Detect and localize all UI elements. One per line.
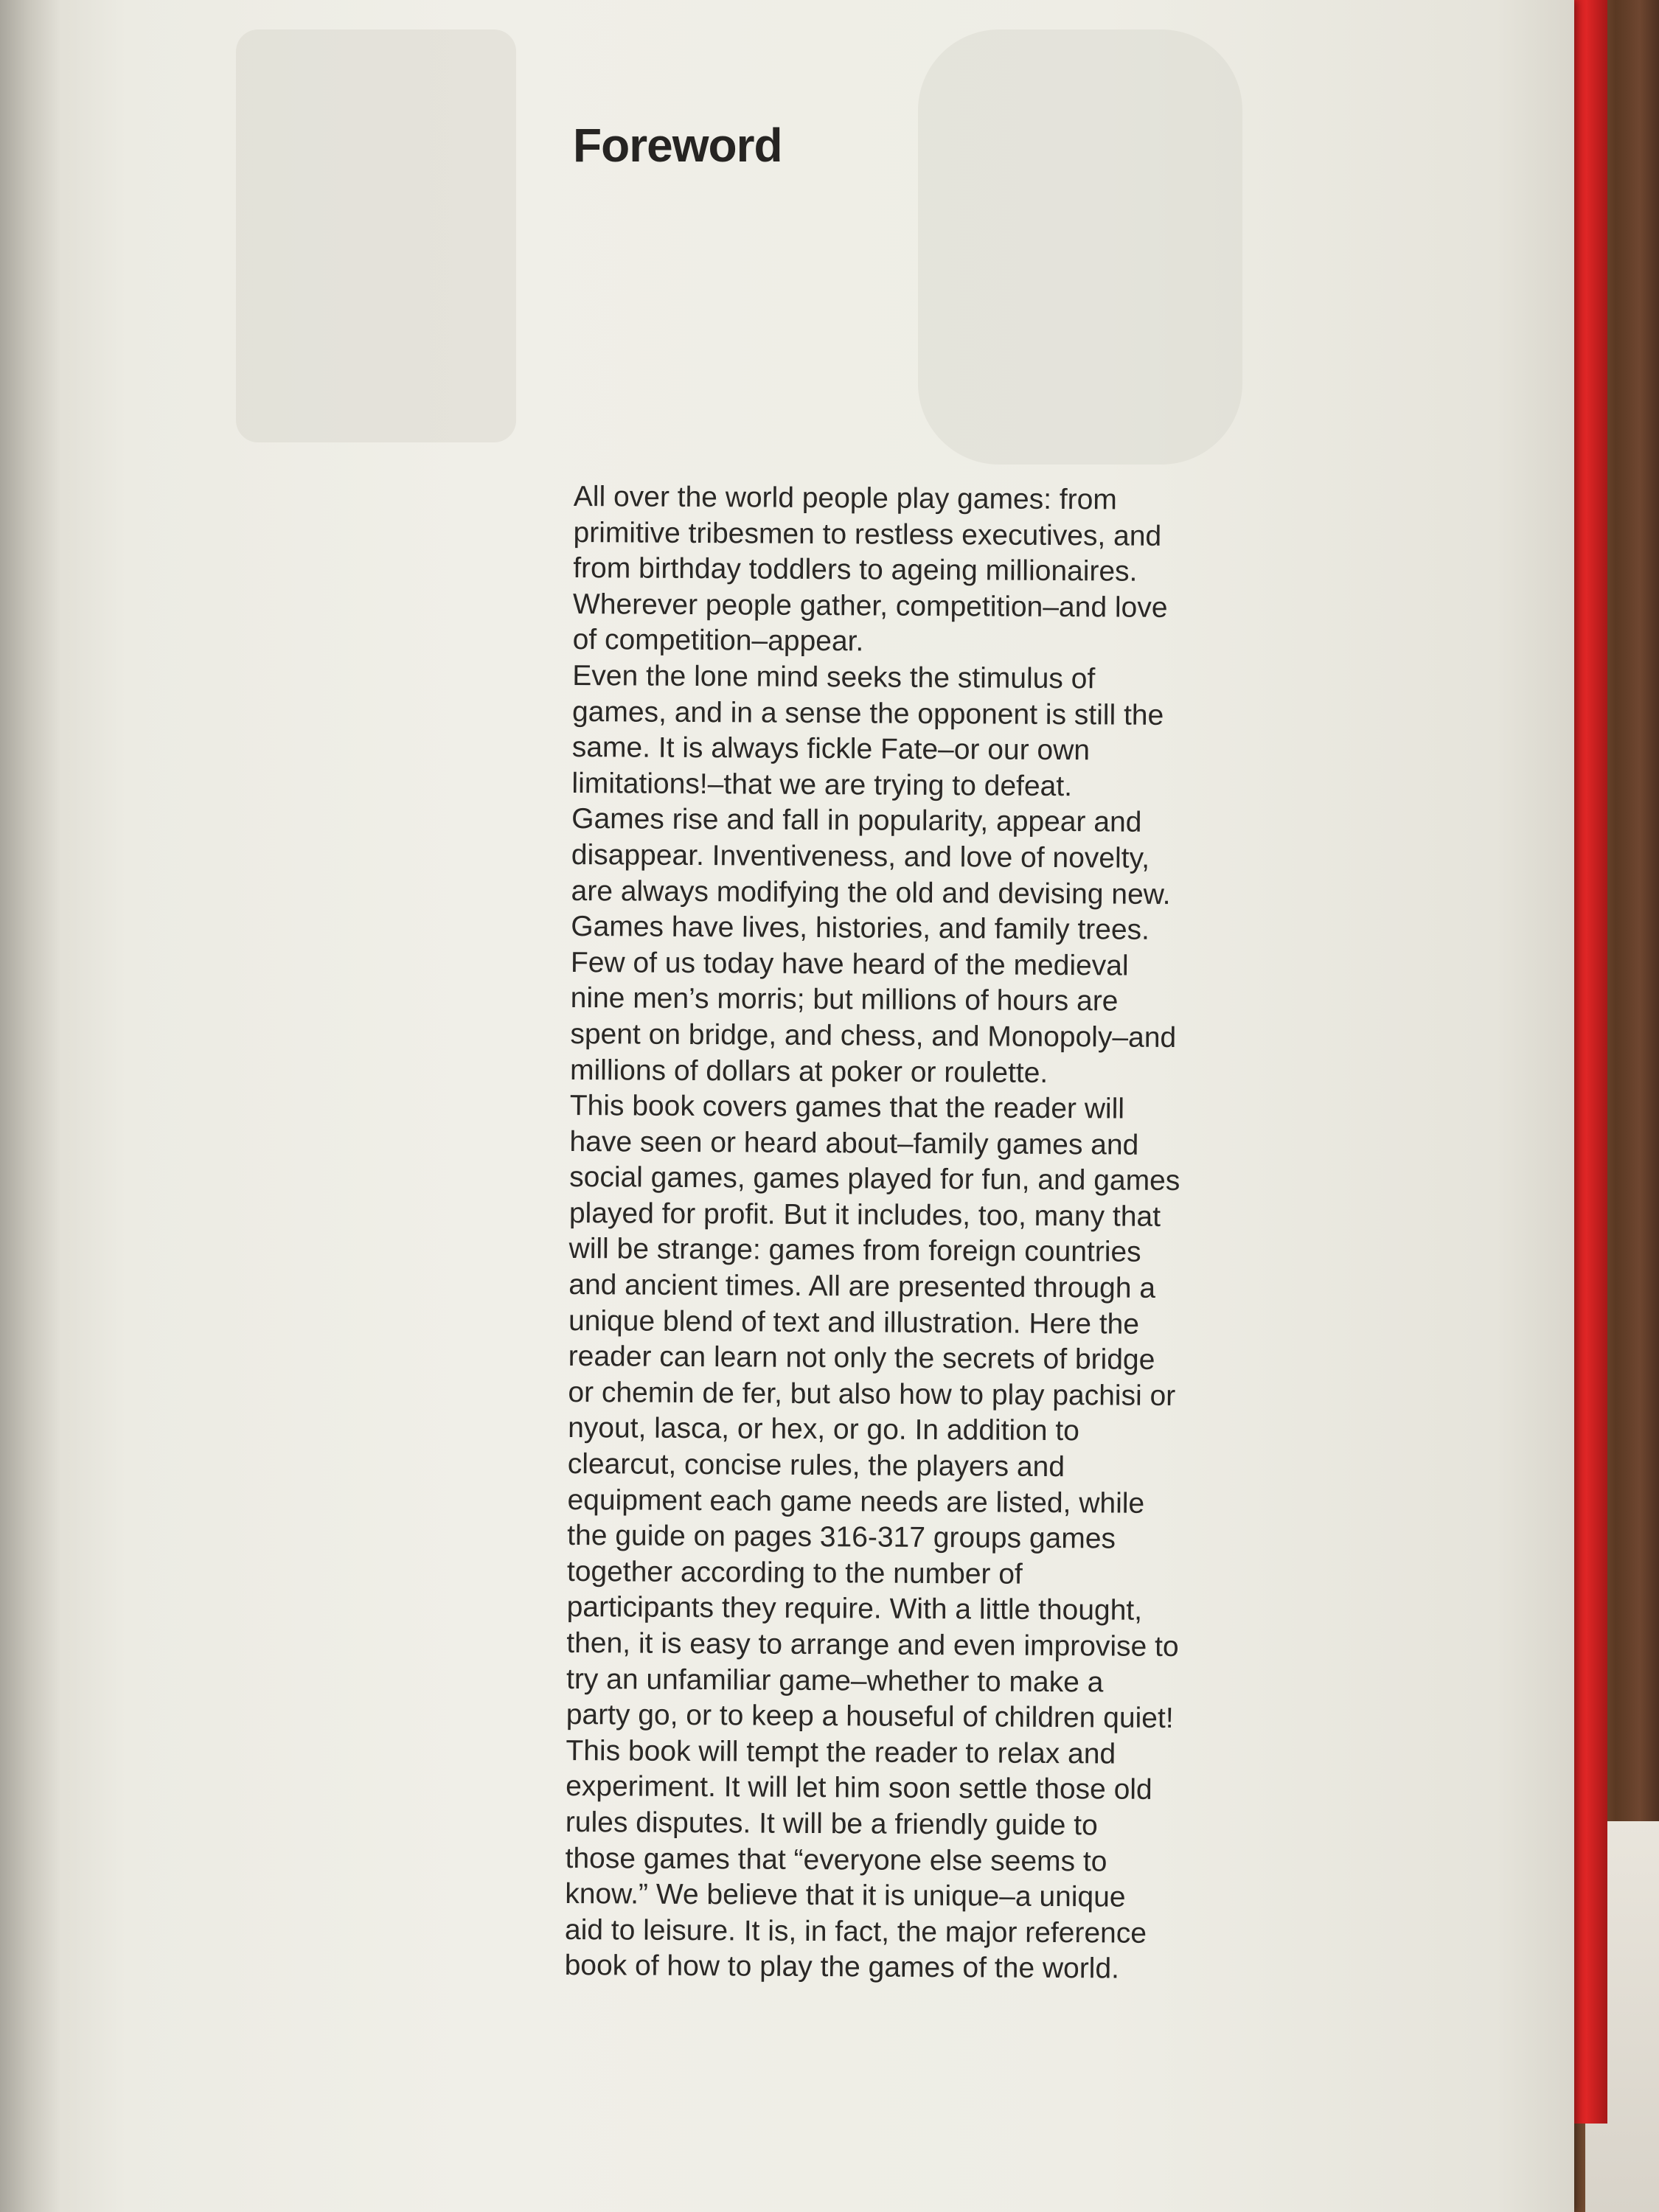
text-line: clearcut, concise rules, the players and (567, 1448, 1065, 1484)
text-line: social games, games played for fun, and games (569, 1161, 1180, 1197)
text-line: are always modifying the old and devising new. (571, 874, 1171, 911)
text-line: millions of dollars at poker or roulette. (569, 1054, 1048, 1089)
text-line: try an unfamiliar game–whether to make a (566, 1663, 1104, 1699)
text-line: from birthday toddlers to ageing millionaires. (573, 552, 1138, 588)
text-line: aid to leisure. It is, in fact, the major reference (564, 1913, 1147, 1950)
show-through-shape (918, 29, 1242, 465)
text-line: of competition–appear. (572, 624, 864, 658)
text-line: limitations!–that we are trying to defeat. (571, 767, 1073, 802)
text-line: Games have lives, histories, and family trees. (571, 911, 1150, 946)
text-line: This book will tempt the reader to relax and (566, 1734, 1116, 1770)
text-line: then, it is easy to arrange and even improvise to (566, 1627, 1179, 1663)
text-line: spent on bridge, and chess, and Monopoly–and (570, 1018, 1177, 1054)
text-line: Even the lone mind seeks the stimulus of (572, 659, 1096, 695)
text-line: those games that “everyone else seems to (565, 1842, 1107, 1878)
text-line: unique blend of text and illustration. Here the (568, 1304, 1140, 1340)
text-line: reader can learn not only the secrets of bridge (568, 1340, 1155, 1377)
text-line: This book covers games that the reader will (569, 1090, 1125, 1125)
page-gutter-shadow (0, 0, 81, 2212)
text-line: All over the world people play games: from (573, 480, 1118, 516)
text-line: and ancient times. All are presented through a (568, 1269, 1156, 1304)
page-heading: Foreword (573, 119, 782, 172)
text-line: together according to the number of (566, 1555, 1023, 1590)
text-line: book of how to play the games of the world. (564, 1950, 1120, 1985)
text-line: will be strange: games from foreign countries (568, 1233, 1141, 1269)
text-line: or chemin de fer, but also how to play pachisi or (568, 1376, 1176, 1412)
text-line: Few of us today have heard of the medieval (570, 946, 1129, 982)
text-line: Wherever people gather, competition–and love (572, 588, 1168, 624)
text-line: have seen or heard about–family games and (569, 1125, 1139, 1161)
text-line: participants they require. With a little thought, (566, 1591, 1143, 1627)
text-line: party go, or to keep a houseful of children quiet! (566, 1699, 1174, 1735)
text-line: disappear. Inventiveness, and love of novelty, (571, 838, 1150, 874)
text-line: nyout, lasca, or hex, or go. In addition to (568, 1412, 1080, 1447)
text-line: games, and in a sense the opponent is still the (571, 695, 1164, 731)
text-line: same. It is always fickle Fate–or our own (571, 731, 1091, 767)
text-line: know.” We believe that it is unique–a unique (565, 1878, 1126, 1913)
text-line: the guide on pages 316-317 groups games (567, 1520, 1116, 1555)
text-line: Games rise and fall in popularity, appear and (571, 803, 1142, 839)
show-through-shape (236, 29, 516, 442)
text-line: rules disputes. It will be a friendly guide to (565, 1806, 1098, 1842)
text-line: played for profit. But it includes, too, many that (568, 1197, 1161, 1233)
text-line: primitive tribesmen to restless executives, and (573, 516, 1162, 552)
foreword-text (565, 479, 1318, 1989)
text-line: experiment. It will let him soon settle those old (566, 1770, 1152, 1806)
text-line: equipment each game needs are listed, while (567, 1484, 1145, 1520)
text-line: nine men’s morris; but millions of hours are (570, 982, 1119, 1018)
